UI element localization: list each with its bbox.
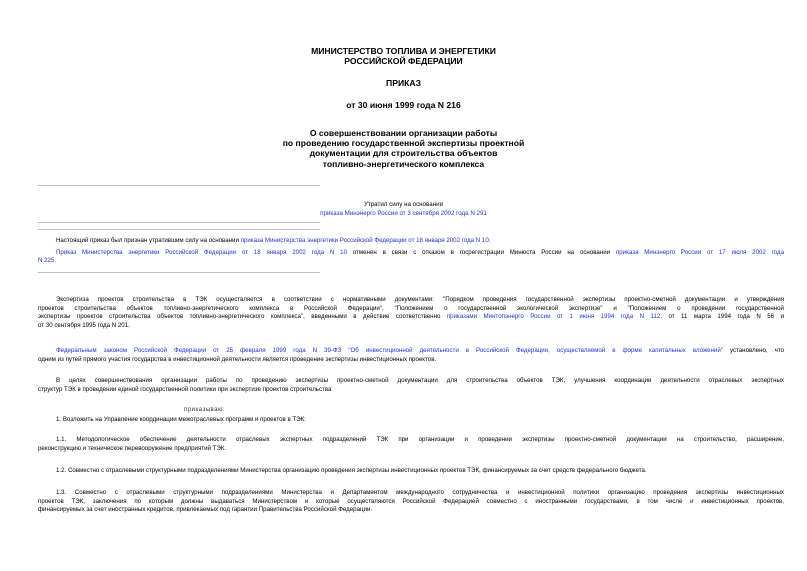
document-type: ПРИКАЗ [386, 78, 421, 88]
document-date-number: от 30 июня 1999 года N 216 [346, 100, 461, 110]
ministry-name-line1: МИНИСТЕРСТВО ТОПЛИВА И ЭНЕРГЕТИКИ [311, 46, 496, 56]
note-block [38, 237, 784, 266]
document-title-line2: по проведению государственной экспертизы проектной [282, 138, 525, 148]
p1-link-orders[interactable]: приказами Минтопэнерго России от 1 июня 1994 года N 112 [446, 313, 661, 321]
note-2: Приказ Министерства энергетики Российской Федерации от 18 января 2002 года N 10 отменен в связи с отказом в госрегистрации Минюста России на основании приказа Минэнерго России от 17 июля 2002 года [56, 248, 785, 256]
lost-force-label: Утратил силу на основании [363, 201, 444, 208]
separator-rule-2 [38, 222, 320, 223]
item-1: 1. Возложить на Управление координации межотраслевых программ и проектов в ТЭК: [56, 416, 306, 423]
note-1: Настоящий приказ был признан утратившим силу на основании приказа Министерства энергетики Российской Федерации от 18 января 2002 года N 10. [56, 237, 491, 244]
document-title-line3: документации для строительства объектов [309, 148, 498, 158]
lost-force-link[interactable]: приказа Минэнерго России от 3 сентября 2002 года N 291 [320, 210, 487, 217]
order-word: приказываю: [184, 407, 226, 413]
separator-rule-3 [38, 229, 320, 230]
paragraph-2: Федеральным законом Российской Федерации от 25 февраля 1999 года N 39-ФЗ "Об инвестиционной деятельности в Российской Федерации, осуществляемой в форме капитальных вложений" установлено, что одним из путей прямого участия государства в инвестиционной деятельности является проведение экспертизы инвестиционных проектов. [38, 347, 784, 363]
note-2-link-2-cont[interactable]: N 225 [38, 257, 55, 265]
note-1-link[interactable]: приказа Министерства энергетики Российской Федерации от 18 января 2002 года N 10 [240, 237, 489, 244]
paragraph-1: Экспертиза проектов строительства в ТЭК осуществляется в соответствии с нормативными документами: "Порядком проведения государственной экспертизы проектно-сметной документации и утверждения проектов строительства объектов топливно-энергетического комплекса в Российской Федерации", "Положением о государственной экологической экспертизе" и "Положением о проведении государственной экспертизы проектов строительства объектов топливно-энергетического комплекса", введенными в действие соответственно приказами Минтопэнерго России от 1 июня 1994 года N 112, от 11 марта 1994 года N 56 и от 30 сентября 1995 года N 201. [38, 296, 784, 329]
item-1-1: 1.1. Методологическое обеспечение деятельности отраслевых экспертных подразделений ТЭК при организации и проведении экспертизы проектно-сметной документации на строительство, расширение, реконструкцию и техническое перевооружение предприятий ТЭК. [38, 436, 784, 452]
note-2-link-1[interactable]: Приказ Министерства энергетики Российской Федерации от 18 января 2002 года N 10 [56, 248, 348, 256]
p2-federal-law-link[interactable]: Федеральным законом Российской Федерации от 25 февраля 1999 года N 39-ФЗ "Об инвестиционной деятельности в Российской Федерации, осуществляемой в форме капитальных вложений" [56, 347, 723, 354]
ministry-name-line2: РОССИЙСКОЙ ФЕДЕРАЦИИ [344, 56, 463, 66]
separator-rule-1 [38, 185, 320, 186]
document-title-line1: О совершенствовании организации работы [309, 128, 498, 138]
document-title-line4: топливно-энергетического комплекса [322, 159, 485, 169]
item-1-2: 1.2. Совместно с отраслевыми структурными подразделениями Министерства организацию проведения экспертизы инвестиционных проектов ТЭК, финансируемых за счет средств федерального бюджета. [56, 467, 647, 474]
item-1-3: 1.3. Совместно с отраслевыми структурными подразделениями Министерства и Департаментом международного сотрудничества и инвестиционной политики организацию проведения экспертизы инвестиционных проектов ТЭК, заключения по которым должны выдаваться Министерством и которые осуществляются Российской Федерацией совместно с иностранными государствами, в том числе и инвестиционных проектов, финансируемых за счет иностранных кредитов, привлекаемых под гарантии Правительства Российской Федерации. [38, 489, 784, 514]
separator-rule-4 [38, 272, 320, 273]
paragraph-3: В целях совершенствования организации работы по проведению экспертизы проектно-сметной документации для строительства объектов ТЭК, улучшения координации деятельности отраслевых экспертных структур ТЭК в проведении единой государственной политики при экспертизе проектов строительства [38, 377, 784, 393]
note-2-link-2[interactable]: приказа Минэнерго России от 17 июля 2002 года [615, 248, 785, 256]
note-2-cont: N 225. [38, 257, 57, 265]
